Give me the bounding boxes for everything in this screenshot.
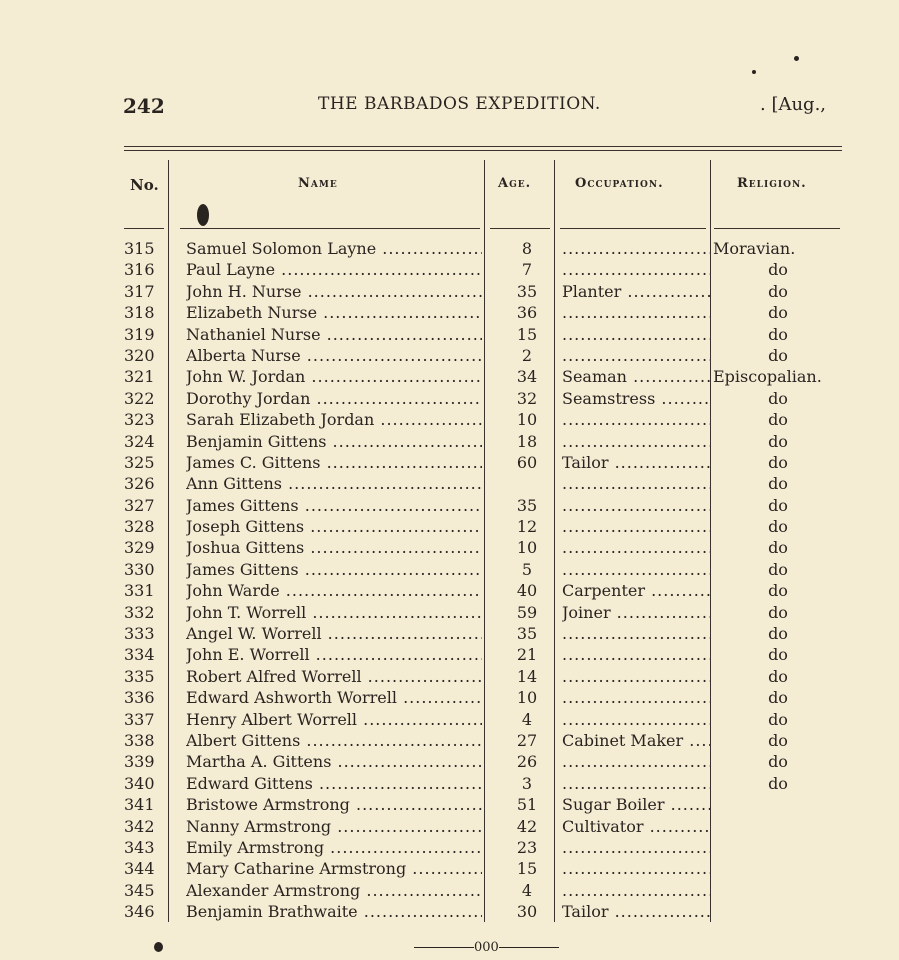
entry-name: John E. Worrell ..... xyxy=(186,644,482,665)
entry-name: Nanny Armstrong ..... xyxy=(186,816,482,837)
entry-age: 42 xyxy=(516,816,538,836)
entry-number: 319 xyxy=(124,324,155,344)
entry-age: 7 xyxy=(521,260,533,280)
entry-religion: do xyxy=(768,431,788,451)
entry-occupation: Carpenter ..... xyxy=(562,580,710,601)
entry-name: Ann Gittens ..... xyxy=(186,473,482,494)
entry-number: 325 xyxy=(124,452,155,472)
entry-name: James C. Gittens ..... xyxy=(186,452,482,473)
entry-religion: do xyxy=(768,324,788,344)
entry-religion: do xyxy=(768,688,788,708)
header-rule-bottom xyxy=(124,150,842,151)
entry-number: 342 xyxy=(124,816,155,836)
entry-number: 318 xyxy=(124,303,155,323)
entry-number: 320 xyxy=(124,345,155,365)
entry-religion: Episcopalian. xyxy=(713,367,822,387)
entry-number: 321 xyxy=(124,367,155,387)
entry-religion: do xyxy=(768,260,788,280)
entry-age: 14 xyxy=(516,666,538,686)
entry-name: John W. Jordan ..... xyxy=(186,366,482,387)
entry-number: 344 xyxy=(124,859,155,879)
entry-occupation xyxy=(562,238,710,259)
entry-age: 35 xyxy=(516,281,538,301)
entry-occupation xyxy=(562,495,710,516)
entry-name: Sarah Elizabeth Jordan ..... xyxy=(186,409,482,430)
column-header-age: Age. xyxy=(498,176,532,191)
entry-number: 327 xyxy=(124,495,155,515)
entry-number: 346 xyxy=(124,902,155,922)
entry-occupation xyxy=(562,623,710,644)
column-header-no: No. xyxy=(130,176,159,194)
entry-name: Benjamin Gittens ..... xyxy=(186,431,482,452)
entry-age: 59 xyxy=(516,602,538,622)
table-row xyxy=(0,537,899,558)
entry-number: 331 xyxy=(124,581,155,601)
entry-age: 36 xyxy=(516,303,538,323)
entry-occupation xyxy=(562,516,710,537)
entry-religion: do xyxy=(768,410,788,430)
entry-occupation: Planter ..... xyxy=(562,281,710,302)
column-header-name: Name xyxy=(298,176,338,191)
ink-blot xyxy=(154,942,163,952)
entry-religion: do xyxy=(768,730,788,750)
entry-number: 315 xyxy=(124,239,155,258)
table-row xyxy=(0,388,899,409)
entry-age: 18 xyxy=(516,431,538,451)
entry-religion: do xyxy=(768,645,788,665)
entry-age: 10 xyxy=(516,410,538,430)
table-row xyxy=(0,580,899,601)
table-row xyxy=(0,773,899,794)
entry-name: Bristowe Armstrong ..... xyxy=(186,794,482,815)
entry-age: 15 xyxy=(516,859,538,879)
entry-age: 51 xyxy=(516,795,538,815)
table-row xyxy=(0,623,899,644)
table-row xyxy=(0,559,899,580)
footer-dash xyxy=(414,947,474,948)
entry-age: 35 xyxy=(516,495,538,515)
entry-name: Edward Ashworth Worrell ..... xyxy=(186,687,482,708)
entry-name: James Gittens ..... xyxy=(186,559,482,580)
entry-number: 343 xyxy=(124,837,155,857)
entry-occupation: Seamstress ..... xyxy=(562,388,710,409)
entry-number: 328 xyxy=(124,517,155,537)
entry-number: 335 xyxy=(124,666,155,686)
table-row xyxy=(0,858,899,879)
entry-occupation xyxy=(562,259,710,280)
table-row xyxy=(0,281,899,302)
entry-occupation xyxy=(562,880,710,901)
entry-religion: do xyxy=(768,752,788,772)
entry-name: Martha A. Gittens ..... xyxy=(186,751,482,772)
entry-occupation: Cultivator ..... xyxy=(562,816,710,837)
entry-religion: Moravian. xyxy=(713,239,796,258)
entry-age: 10 xyxy=(516,688,538,708)
entry-number: 323 xyxy=(124,410,155,430)
table-row xyxy=(0,644,899,665)
entry-occupation xyxy=(562,537,710,558)
ink-blot xyxy=(197,204,209,226)
table-row xyxy=(0,816,899,837)
entry-religion: do xyxy=(768,538,788,558)
entry-occupation xyxy=(562,409,710,430)
entry-number: 324 xyxy=(124,431,155,451)
entry-religion: do xyxy=(768,602,788,622)
entry-number: 332 xyxy=(124,602,155,622)
entry-religion: do xyxy=(768,452,788,472)
entry-number: 329 xyxy=(124,538,155,558)
entry-occupation xyxy=(562,858,710,879)
entry-religion: do xyxy=(768,495,788,515)
entry-number: 330 xyxy=(124,559,155,579)
header-underline xyxy=(490,228,550,229)
entry-name: Dorothy Jordan ..... xyxy=(186,388,482,409)
page-title: THE BARBADOS EXPEDITION. xyxy=(318,94,601,114)
column-header-occupation: Occupation. xyxy=(575,176,664,191)
table-row xyxy=(0,751,899,772)
table-row xyxy=(0,794,899,815)
entry-age: 30 xyxy=(516,902,538,922)
entry-age: 23 xyxy=(516,837,538,857)
entry-age: 60 xyxy=(516,452,538,472)
entry-religion: do xyxy=(768,773,788,793)
table-row xyxy=(0,730,899,751)
entry-religion: do xyxy=(768,624,788,644)
entry-age: 3 xyxy=(521,773,533,793)
entry-occupation: Seaman ..... xyxy=(562,366,710,387)
ink-speck xyxy=(752,70,756,74)
entry-age: 4 xyxy=(521,880,533,900)
entry-occupation xyxy=(562,751,710,772)
entry-occupation xyxy=(562,345,710,366)
entry-number: 333 xyxy=(124,624,155,644)
entry-occupation xyxy=(562,644,710,665)
entry-name: Joshua Gittens ..... xyxy=(186,537,482,558)
column-header-religion: Religion. xyxy=(737,176,807,191)
header-underline xyxy=(714,228,840,229)
entry-name: Henry Albert Worrell ..... xyxy=(186,709,482,730)
table-row xyxy=(0,516,899,537)
table-row xyxy=(0,473,899,494)
entry-age: 15 xyxy=(516,324,538,344)
entry-religion: do xyxy=(768,281,788,301)
entry-religion: do xyxy=(768,345,788,365)
footer-dash xyxy=(499,947,559,948)
entry-religion: do xyxy=(768,581,788,601)
entry-occupation xyxy=(562,324,710,345)
table-row xyxy=(0,302,899,323)
entry-name: Alberta Nurse ..... xyxy=(186,345,482,366)
entry-number: 316 xyxy=(124,260,155,280)
entry-name: Albert Gittens ..... xyxy=(186,730,482,751)
entry-number: 339 xyxy=(124,752,155,772)
table-row xyxy=(0,366,899,387)
entry-name: Emily Armstrong ..... xyxy=(186,837,482,858)
entry-name: Robert Alfred Worrell ..... xyxy=(186,666,482,687)
entry-religion: do xyxy=(768,559,788,579)
entry-religion: do xyxy=(768,666,788,686)
entry-number: 336 xyxy=(124,688,155,708)
entry-number: 345 xyxy=(124,880,155,900)
table-row xyxy=(0,666,899,687)
page-number: 242 xyxy=(123,94,165,118)
entry-occupation xyxy=(562,687,710,708)
entry-occupation xyxy=(562,473,710,494)
entry-age: 12 xyxy=(516,517,538,537)
entry-name: Paul Layne ..... xyxy=(186,259,482,280)
entry-occupation xyxy=(562,773,710,794)
table-row xyxy=(0,238,899,259)
entry-name: Benjamin Brathwaite ..... xyxy=(186,901,482,922)
entry-occupation xyxy=(562,559,710,580)
entry-number: 322 xyxy=(124,388,155,408)
entry-occupation xyxy=(562,302,710,323)
entry-number: 317 xyxy=(124,281,155,301)
table-row xyxy=(0,409,899,430)
entry-religion: do xyxy=(768,517,788,537)
entry-number: 334 xyxy=(124,645,155,665)
header-underline xyxy=(180,228,480,229)
entry-occupation: Joiner ..... xyxy=(562,602,710,623)
entry-occupation: Tailor ..... xyxy=(562,452,710,473)
entry-name: Alexander Armstrong ..... xyxy=(186,880,482,901)
entry-religion: do xyxy=(768,709,788,729)
entry-occupation xyxy=(562,837,710,858)
table-row xyxy=(0,709,899,730)
entry-name: John Warde ..... xyxy=(186,580,482,601)
table-row xyxy=(0,345,899,366)
table-row xyxy=(0,880,899,901)
entry-number: 326 xyxy=(124,474,155,494)
table-row xyxy=(0,687,899,708)
header-underline xyxy=(124,228,164,229)
entry-name: John T. Worrell ..... xyxy=(186,602,482,623)
entry-number: 341 xyxy=(124,795,155,815)
entry-occupation xyxy=(562,709,710,730)
entry-age: 10 xyxy=(516,538,538,558)
table-row xyxy=(0,837,899,858)
entry-name: John H. Nurse ..... xyxy=(186,281,482,302)
passenger-table xyxy=(0,238,899,923)
entry-religion: do xyxy=(768,388,788,408)
entry-name: Angel W. Worrell ..... xyxy=(186,623,482,644)
running-date: . [Aug., xyxy=(760,94,827,115)
entry-name: Edward Gittens ..... xyxy=(186,773,482,794)
entry-religion: do xyxy=(768,474,788,494)
header-rule-top xyxy=(124,146,842,147)
header-underline xyxy=(560,228,706,229)
entry-occupation xyxy=(562,666,710,687)
entry-age: 27 xyxy=(516,730,538,750)
entry-age: 2 xyxy=(521,345,533,365)
entry-age: 4 xyxy=(521,709,533,729)
entry-name: Elizabeth Nurse ..... xyxy=(186,302,482,323)
table-row xyxy=(0,452,899,473)
entry-age: 32 xyxy=(516,388,538,408)
entry-occupation xyxy=(562,431,710,452)
table-row xyxy=(0,431,899,452)
section-end-mark xyxy=(414,940,559,955)
page-header xyxy=(0,94,899,122)
entry-age: 34 xyxy=(516,367,538,387)
entry-occupation: Tailor ..... xyxy=(562,901,710,922)
entry-name: Nathaniel Nurse ..... xyxy=(186,324,482,345)
entry-name: Mary Catharine Armstrong ..... xyxy=(186,858,482,879)
table-row xyxy=(0,324,899,345)
table-row xyxy=(0,495,899,516)
entry-age: 26 xyxy=(516,752,538,772)
entry-age: 5 xyxy=(521,559,533,579)
entry-occupation: Cabinet Maker ..... xyxy=(562,730,710,751)
table-row xyxy=(0,602,899,623)
entry-number: 340 xyxy=(124,773,155,793)
entry-age: 35 xyxy=(516,624,538,644)
entry-number: 337 xyxy=(124,709,155,729)
entry-age: 21 xyxy=(516,645,538,665)
ink-speck xyxy=(794,56,799,61)
entry-name: James Gittens ..... xyxy=(186,495,482,516)
entry-age: 8 xyxy=(521,239,533,258)
entry-occupation: Sugar Boiler ..... xyxy=(562,794,710,815)
entry-name: Joseph Gittens ..... xyxy=(186,516,482,537)
entry-number: 338 xyxy=(124,730,155,750)
entry-age: 40 xyxy=(516,581,538,601)
entry-religion: do xyxy=(768,303,788,323)
table-row xyxy=(0,259,899,280)
footer-mark: 000 xyxy=(474,940,499,955)
table-row xyxy=(0,901,899,922)
entry-name: Samuel Solomon Layne ..... xyxy=(186,238,482,259)
